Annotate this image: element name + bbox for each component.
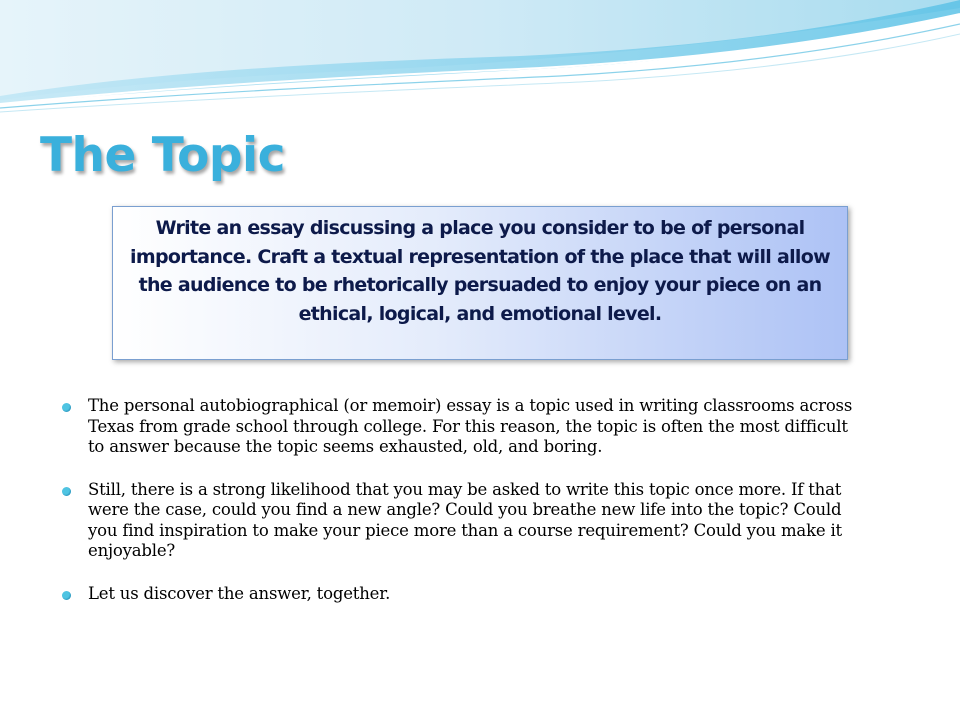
slide-title: The Topic [40, 128, 285, 183]
list-item [62, 396, 862, 458]
header-wave-decoration [0, 0, 960, 130]
bullet-icon [62, 403, 71, 412]
essay-prompt-box [112, 206, 848, 360]
essay-prompt-text: Write an essay discussing a place you consider to be of personal importance. Craft a textual representation of the place that will allow the audience to be rhetorically persuaded to enjoy your piece on an ethical, logical, and emotional level. [130, 217, 830, 325]
bullet-text: Let us discover the answer, together. [88, 583, 391, 603]
bullet-icon [62, 591, 71, 600]
bullet-list [62, 396, 862, 626]
bullet-text: The personal autobiographical (or memoir) essay is a topic used in writing classrooms across Texas from grade school through college. For this reason, the topic is often the most difficult to answer because the topic seems exhausted, old, and boring. [88, 396, 853, 456]
bullet-icon [62, 487, 71, 496]
list-item [62, 584, 862, 605]
bullet-text: Still, there is a strong likelihood that you may be asked to write this topic once more. If that were the case, could you find a new angle? Could you breathe new life into the topic? Could you find inspiration to make your piece more than a course requirement? Could you make it enjoyable? [88, 479, 842, 560]
list-item [62, 480, 862, 562]
